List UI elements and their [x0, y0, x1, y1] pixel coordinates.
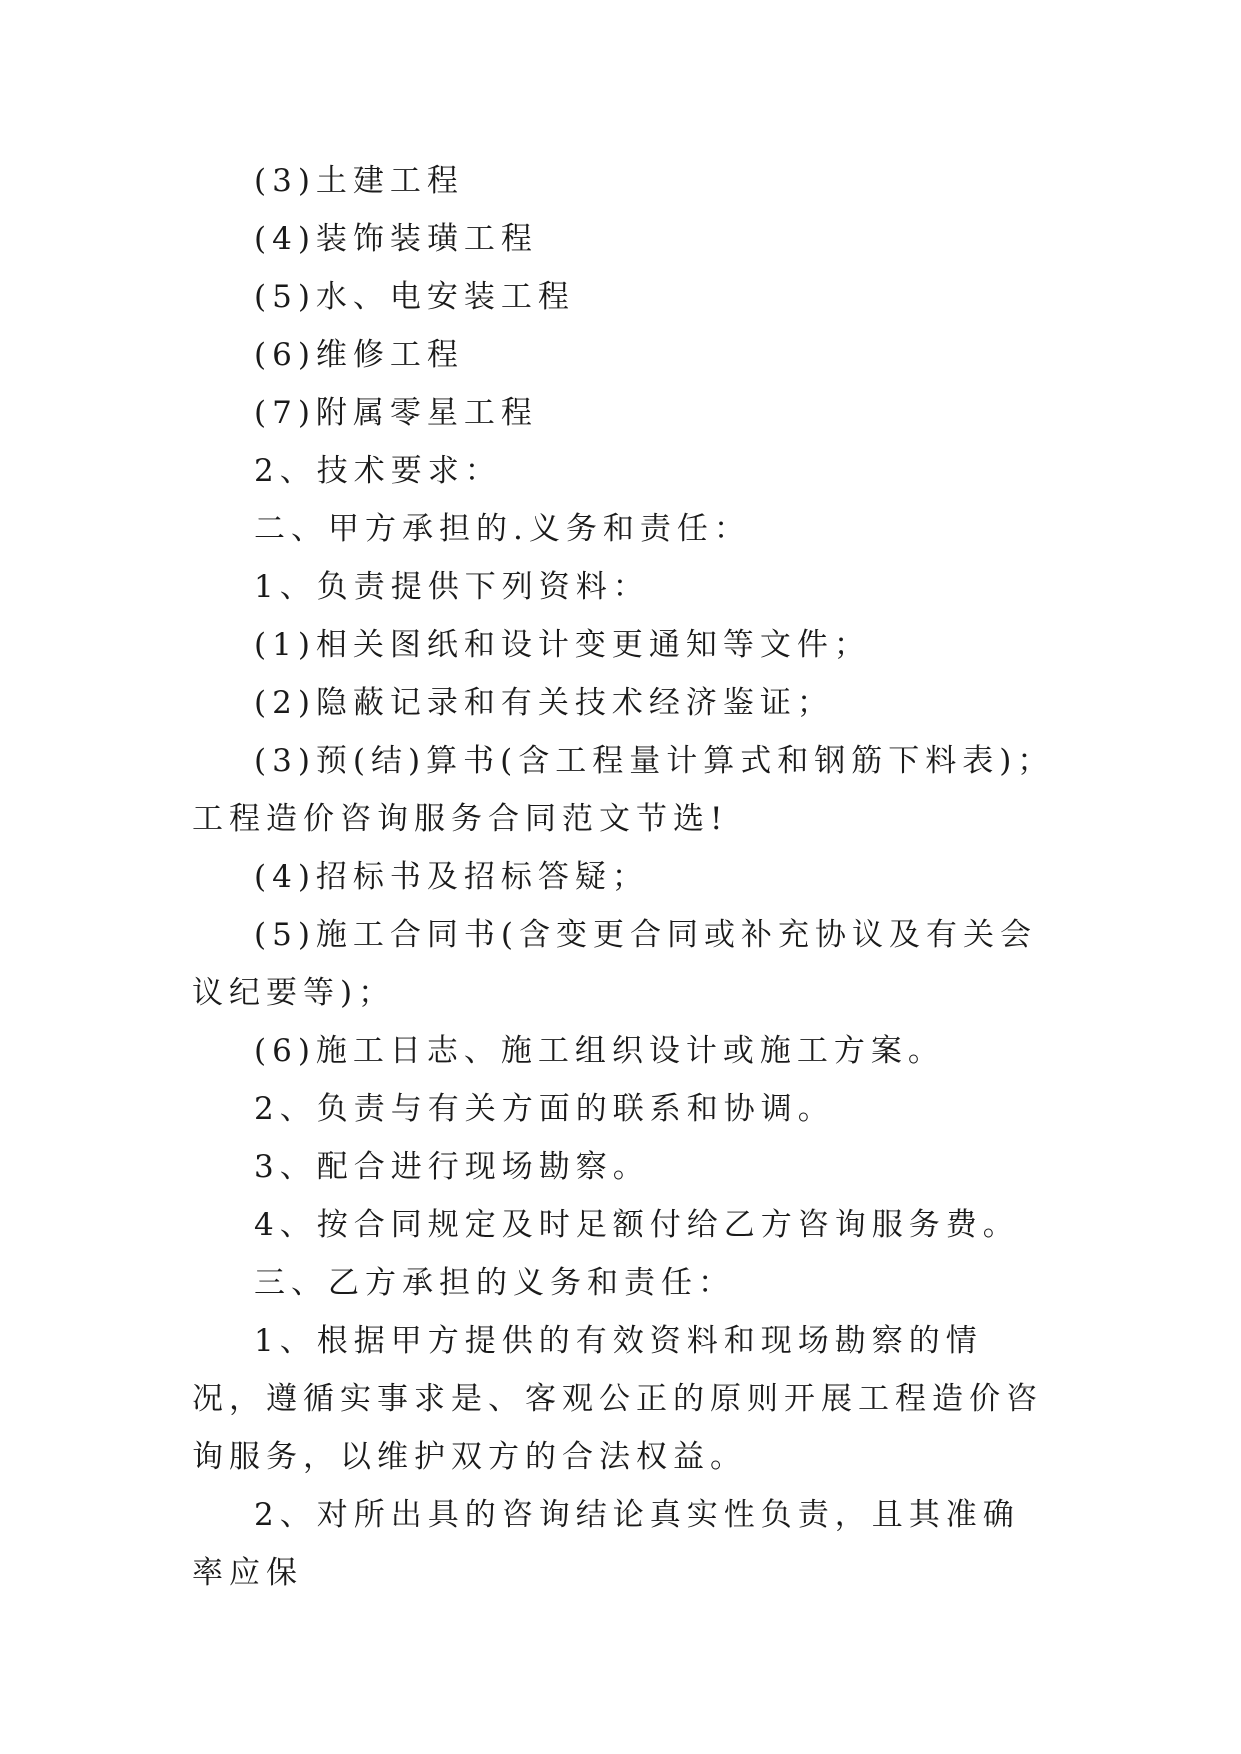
- section-heading-party-a: 二、甲方承担的.义务和责任：: [254, 511, 751, 547]
- paragraph-material-5: (5)施工合同书(含变更合同或补充协议及有关会议纪要等)；: [192, 917, 1038, 1011]
- paragraph-party-a-duty-2: 2、负责与有关方面的联系和协调。: [254, 1091, 835, 1127]
- paragraph-party-a-duty-4: 4、按合同规定及时足额付给乙方咨询服务费。: [254, 1207, 1020, 1243]
- paragraph-item-3-civil: (3)土建工程: [254, 163, 464, 199]
- paragraph-material-1: (1)相关图纸和设计变更通知等文件；: [254, 627, 871, 663]
- paragraph-party-b-duty-2: 2、对所出具的咨询结论真实性负责，且其准确率应保: [192, 1497, 1020, 1591]
- paragraph-technical-requirements: 2、技术要求：: [254, 453, 502, 489]
- paragraph-party-b-duty-1: 1、根据甲方提供的有效资料和现场勘察的情况，遵循实事求是、客观公正的原则开展工程造价咨询服务，以维护双方的合法权益。: [192, 1323, 1043, 1475]
- paragraph-material-3: (3)预(结)算书(含工程量计算式和钢筋下料表)；工程造价咨询服务合同范文节选!: [192, 743, 1055, 837]
- paragraph-material-2: (2)隐蔽记录和有关技术经济鉴证；: [254, 685, 834, 721]
- paragraph-provide-materials: 1、负责提供下列资料：: [254, 569, 650, 605]
- paragraph-material-6: (6)施工日志、施工组织设计或施工方案。: [254, 1033, 945, 1069]
- paragraph-party-a-duty-3: 3、配合进行现场勘察。: [254, 1149, 650, 1185]
- document-body: [192, 152, 1056, 1602]
- paragraph-item-5-installation: (5)水、电安装工程: [254, 279, 575, 315]
- paragraph-material-4: (4)招标书及招标答疑；: [254, 859, 649, 895]
- paragraph-item-7-ancillary: (7)附属零星工程: [254, 395, 538, 431]
- section-heading-party-b: 三、乙方承担的义务和责任：: [254, 1265, 735, 1301]
- paragraph-item-4-decoration: (4)装饰装璜工程: [254, 221, 538, 257]
- paragraph-item-6-maintenance: (6)维修工程: [254, 337, 464, 373]
